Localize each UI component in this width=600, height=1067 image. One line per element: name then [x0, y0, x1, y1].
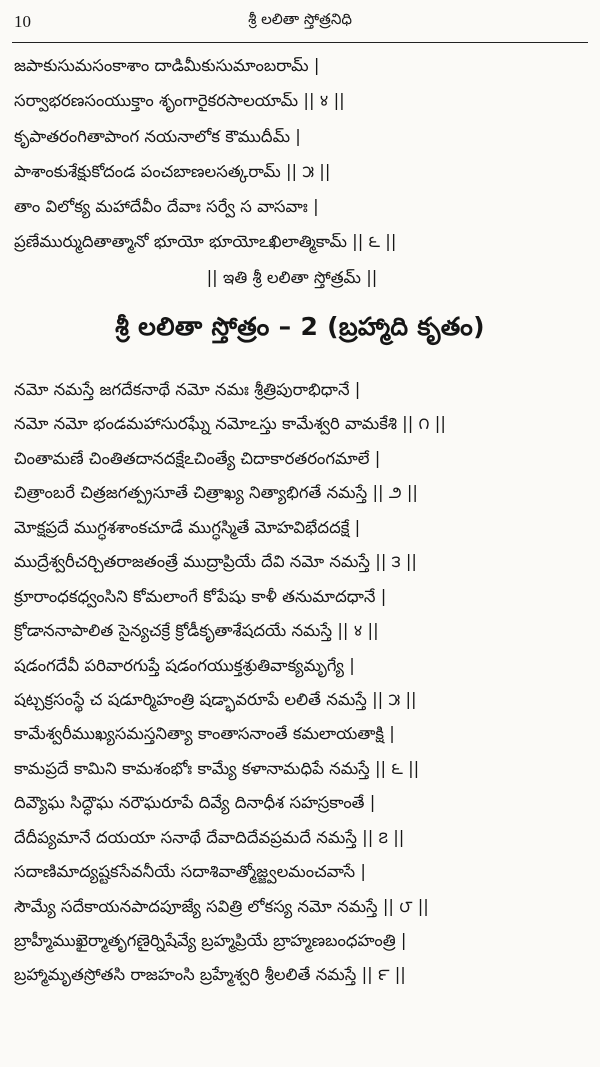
verse-line: దేదీప్యమానే దయయా సనాథే దేవాదిదేవప్రమదే నమస్తే || ౭ || [14, 827, 405, 847]
page-number: 10 [14, 12, 31, 31]
page-header [0, 8, 600, 38]
verse-line: క్రోడాననాపాలిత సైన్యచక్రే క్రోడీకృతాశేషదయే నమస్తే || ४ || [14, 621, 379, 641]
verse-line: షట్చక్రసంస్థే చ షడూర్మిహంత్రి షడ్భావరూపే లలితే నమస్తే || ౫ || [14, 689, 417, 709]
verse-line: జపాకుసుమసంకాశాం దాడిమీకుసుమాంబరామ్ | [14, 56, 320, 75]
section-title: శ్రీ లలితా స్తోత్రం – 2 (బ్రహ్మాది కృతం) [115, 312, 485, 341]
verse-line: నమో నమో భండమహాసురఘ్నే నమోఽస్తు కామేశ్వరి వామకేశి || ౧ || [14, 414, 446, 434]
previous-stotram-verses [14, 48, 590, 295]
running-title: శ్రీ లలితా స్తోత్రనిధి [248, 10, 352, 28]
verse-line: బ్రాహ్మీముఖైర్మాతృగణైర్నిషేవ్యే బ్రహ్మప్రియే బ్రాహ్మణబంధహంత్రి | [14, 931, 407, 950]
verse-line: మోక్షప్రదే ముగ్ధశశాంకచూడే ముగ్ధస్మితే మోహవిభేదదక్షే | [14, 517, 361, 537]
verse-line: ప్రణేముర్ముదితాత్మానో భూయో భూయోఽఖిలాత్మికామ్ || ౬ || [14, 232, 397, 252]
colophon: || ఇతి శ్రీ లలితా స్తోత్రమ్ || [206, 267, 378, 287]
verse-line: చిత్రాంబరే చిత్రజగత్ప్రసూతే చిత్రాఖ్య నిత్యాభిగతే నమస్తే || ౨ || [14, 483, 418, 503]
verse-line: కృపాతరంగితాపాంగ నయనాలోక కౌముదీమ్ | [14, 126, 301, 146]
verse-line: నమో నమస్తే జగదేకనాథే నమో నమః శ్రీత్రిపురాభిధానే | [14, 380, 361, 399]
verse-line: చింతామణే చింతితదానదక్షేఽచింత్యే చిదాకారతరంగమాలే | [14, 448, 381, 468]
verse-line: షడంగదేవీ పరివారగుప్తే షడంగయుక్తశ్రుతివాక్యమృగ్యే | [14, 655, 355, 675]
verse-line: దివ్యౌఘ సిద్ధౌఘ నరౌఘరూపే దివ్యే దినాధీశ సహస్రకాంతే | [14, 793, 376, 813]
verse-line: క్రూరాంధకధ్వంసిని కోమలాంగే కోపేషు కాళీ తనుమాదధానే | [14, 586, 387, 606]
verse-line: సదాణిమాద్యష్టకసేవనీయే సదాశివాత్మోజ్జ్వలమంచవాసే | [14, 862, 366, 882]
verse-line: సౌమ్యే సదేకాయనపాదపూజ్యే సవిత్రి లోకస్య నమో నమస్తే || ౮ || [14, 896, 429, 916]
header-rule [12, 42, 588, 43]
stotram-verses [14, 373, 590, 993]
verse-line: తాం విలోక్య మహాదేవీం దేవాః సర్వే స వాసవాః | [14, 197, 319, 217]
verse-line: కామేశ్వరీముఖ్యసమస్తనిత్యా కాంతాసనాంతే కమలాయతాక్షి | [14, 724, 395, 744]
verse-line: కామప్రదే కామిని కామశంభోః కామ్యే కళానామధిపే నమస్తే || ౬ || [14, 758, 420, 778]
verse-line: బ్రహ్మామృతస్రోతసి రాజహంసి బ్రహ్మేశ్వరి శ్రీలలితే నమస్తే || ౯ || [14, 965, 406, 985]
verse-line: ముద్రేశ్వరీచర్చితరాజతంత్రే ముద్రాప్రియే దేవి నమో నమస్తే || ౩ || [14, 552, 417, 572]
verse-line: సర్వాభరణసంయుక్తాం శృంగారైకరసాలయామ్ || ४ || [14, 91, 345, 111]
verse-line: పాశాంకుశేక్షుకోదండ పంచబాణలసత్కరామ్ || ౫ || [14, 161, 331, 181]
